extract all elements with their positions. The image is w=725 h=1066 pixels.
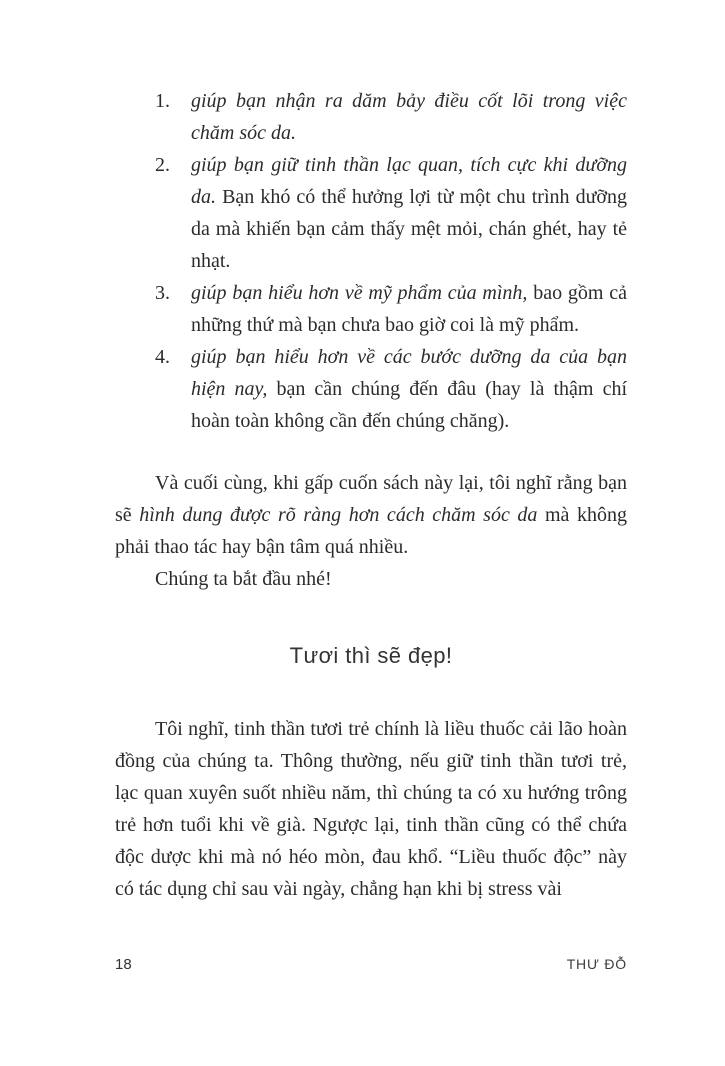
list-item-number: 1. xyxy=(155,90,170,112)
list-item xyxy=(155,85,627,149)
lets-start-paragraph: Chúng ta bắt đầu nhé! xyxy=(155,568,332,590)
list-item-text-roman: bao gồm cả những thứ mà bạn chưa bao giờ coi là mỹ phẩm. xyxy=(191,282,628,336)
list-item-text-italic: giúp bạn hiểu hơn về mỹ phẩm của mình, xyxy=(191,282,528,304)
closing-text-after: mà không phải thao tác hay bận tâm quá nhiều. xyxy=(115,504,627,558)
section-heading: Tươi thì sẽ đẹp! xyxy=(289,643,453,668)
list-item-text-roman: bạn cần chúng đến đâu (hay là thậm chí hoàn toàn không cần đến chúng chăng). xyxy=(191,378,627,432)
list-item xyxy=(155,341,627,437)
list-item-number: 3. xyxy=(155,282,170,304)
list-item-text-roman: Bạn khó có thể hưởng lợi từ một chu trình dưỡng da mà khiến bạn cảm thấy mệt mỏi, chán ghét, hay tẻ nhạt. xyxy=(191,186,627,272)
list-item-number: 2. xyxy=(155,154,170,176)
closing-text-italic: hình dung được rõ ràng hơn cách chăm sóc da xyxy=(139,504,538,526)
closing-text-before: Và cuối cùng, khi gấp cuốn sách này lại, tôi nghĩ rằng bạn sẽ xyxy=(115,472,627,526)
author-name: THƯ ĐỖ xyxy=(566,956,627,972)
benefits-list xyxy=(155,85,627,437)
page-footer xyxy=(115,956,627,973)
page-number: 18 xyxy=(115,956,132,973)
list-item-text xyxy=(191,341,627,437)
list-item xyxy=(155,149,627,277)
list-item-text xyxy=(191,277,627,341)
list-item-text-italic: giúp bạn nhận ra dăm bảy điều cốt lõi trong việc chăm sóc da. xyxy=(191,90,627,144)
list-item-text xyxy=(191,85,627,149)
list-item-text-italic: giúp bạn giữ tinh thần lạc quan, tích cực khi dưỡng da. xyxy=(191,154,627,208)
list-item-text xyxy=(191,149,627,277)
section-paragraph: Tôi nghĩ, tinh thần tươi trẻ chính là liều thuốc cải lão hoàn đồng của chúng ta. Thông thường, nếu giữ tinh thần tươi trẻ, lạc quan xuyên suốt nhiều năm, thì chúng ta có xu hướng trông trẻ hơn tuổi khi về già. Ngược lại, tinh thần cũng có thể chứa độc dược khi mà nó héo mòn, đau khổ. “Liều thuốc độc” này có tác dụng chỉ sau vài ngày, chẳng hạn khi bị stress vài xyxy=(115,718,627,900)
list-item-number: 4. xyxy=(155,346,170,368)
list-item-text-italic: giúp bạn hiểu hơn về các bước dưỡng da của bạn hiện nay, xyxy=(191,346,627,400)
list-item xyxy=(155,277,627,341)
closing-paragraph xyxy=(115,467,627,563)
